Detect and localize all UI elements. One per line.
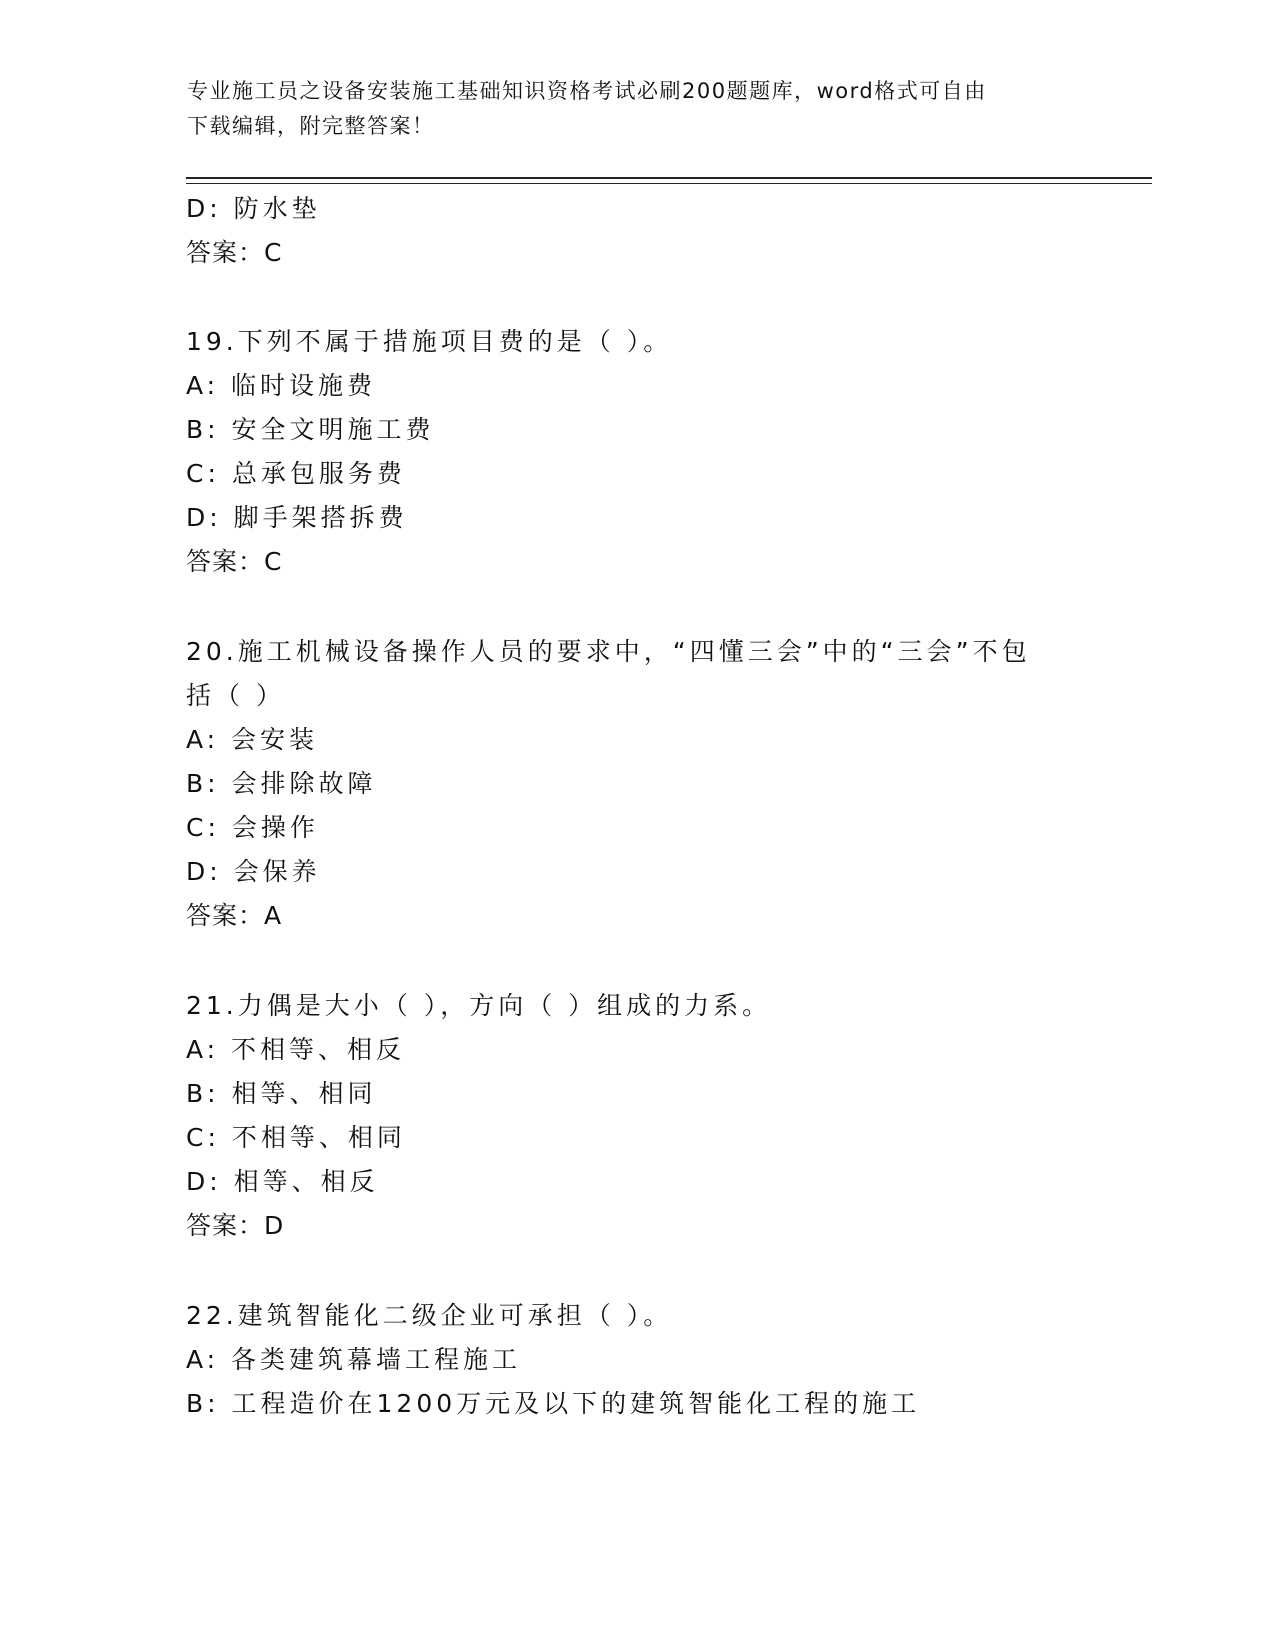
- question-20-option-b: B: 会排除故障: [186, 769, 377, 798]
- question-21-text: 21.力偶是大小（ ），方向（ ）组成的力系。: [186, 991, 772, 1020]
- question-20-option-c: C: 会操作: [186, 813, 319, 842]
- question-19-option-d: D: 脚手架搭拆费: [186, 503, 408, 532]
- question-21-option-d: D: 相等、相反: [186, 1167, 379, 1196]
- question-19-option-c: C: 总承包服务费: [186, 459, 406, 488]
- question-22-text: 22.建筑智能化二级企业可承担（ ）。: [186, 1301, 673, 1330]
- question-20-text-line-2: 括（ ）: [186, 681, 285, 710]
- prev-option-d: D: 防水垫: [186, 194, 321, 223]
- question-20-option-d: D: 会保养: [186, 857, 321, 886]
- question-20-text-line-1: 20.施工机械设备操作人员的要求中，“四懂三会”中的“三会”不包: [186, 637, 1031, 666]
- question-21-answer: 答案：D: [186, 1211, 285, 1240]
- prev-answer: 答案：C: [186, 238, 283, 267]
- header-rule-thin: [186, 183, 1152, 184]
- page-header: [187, 74, 1067, 144]
- header-line-2: 下载编辑，附完整答案！: [187, 114, 435, 138]
- question-19-option-a: A: 临时设施费: [186, 371, 377, 400]
- question-22-option-b: B: 工程造价在1200万元及以下的建筑智能化工程的施工: [186, 1389, 921, 1418]
- header-line-1: 专业施工员之设备安装施工基础知识资格考试必刷200题题库，word格式可自由: [187, 79, 987, 103]
- question-20-answer: 答案：A: [186, 901, 283, 930]
- question-21-option-c: C: 不相等、相同: [186, 1123, 406, 1152]
- question-19-option-b: B: 安全文明施工费: [186, 415, 435, 444]
- question-22-option-a: A: 各类建筑幕墙工程施工: [186, 1345, 522, 1374]
- question-20-option-a: A: 会安装: [186, 725, 319, 754]
- question-19-text: 19.下列不属于措施项目费的是（ ）。: [186, 327, 673, 356]
- question-19-answer: 答案：C: [186, 547, 283, 576]
- question-21-option-b: B: 相等、相同: [186, 1079, 377, 1108]
- header-rule-thick: [186, 177, 1152, 179]
- question-21-option-a: A: 不相等、相反: [186, 1035, 406, 1064]
